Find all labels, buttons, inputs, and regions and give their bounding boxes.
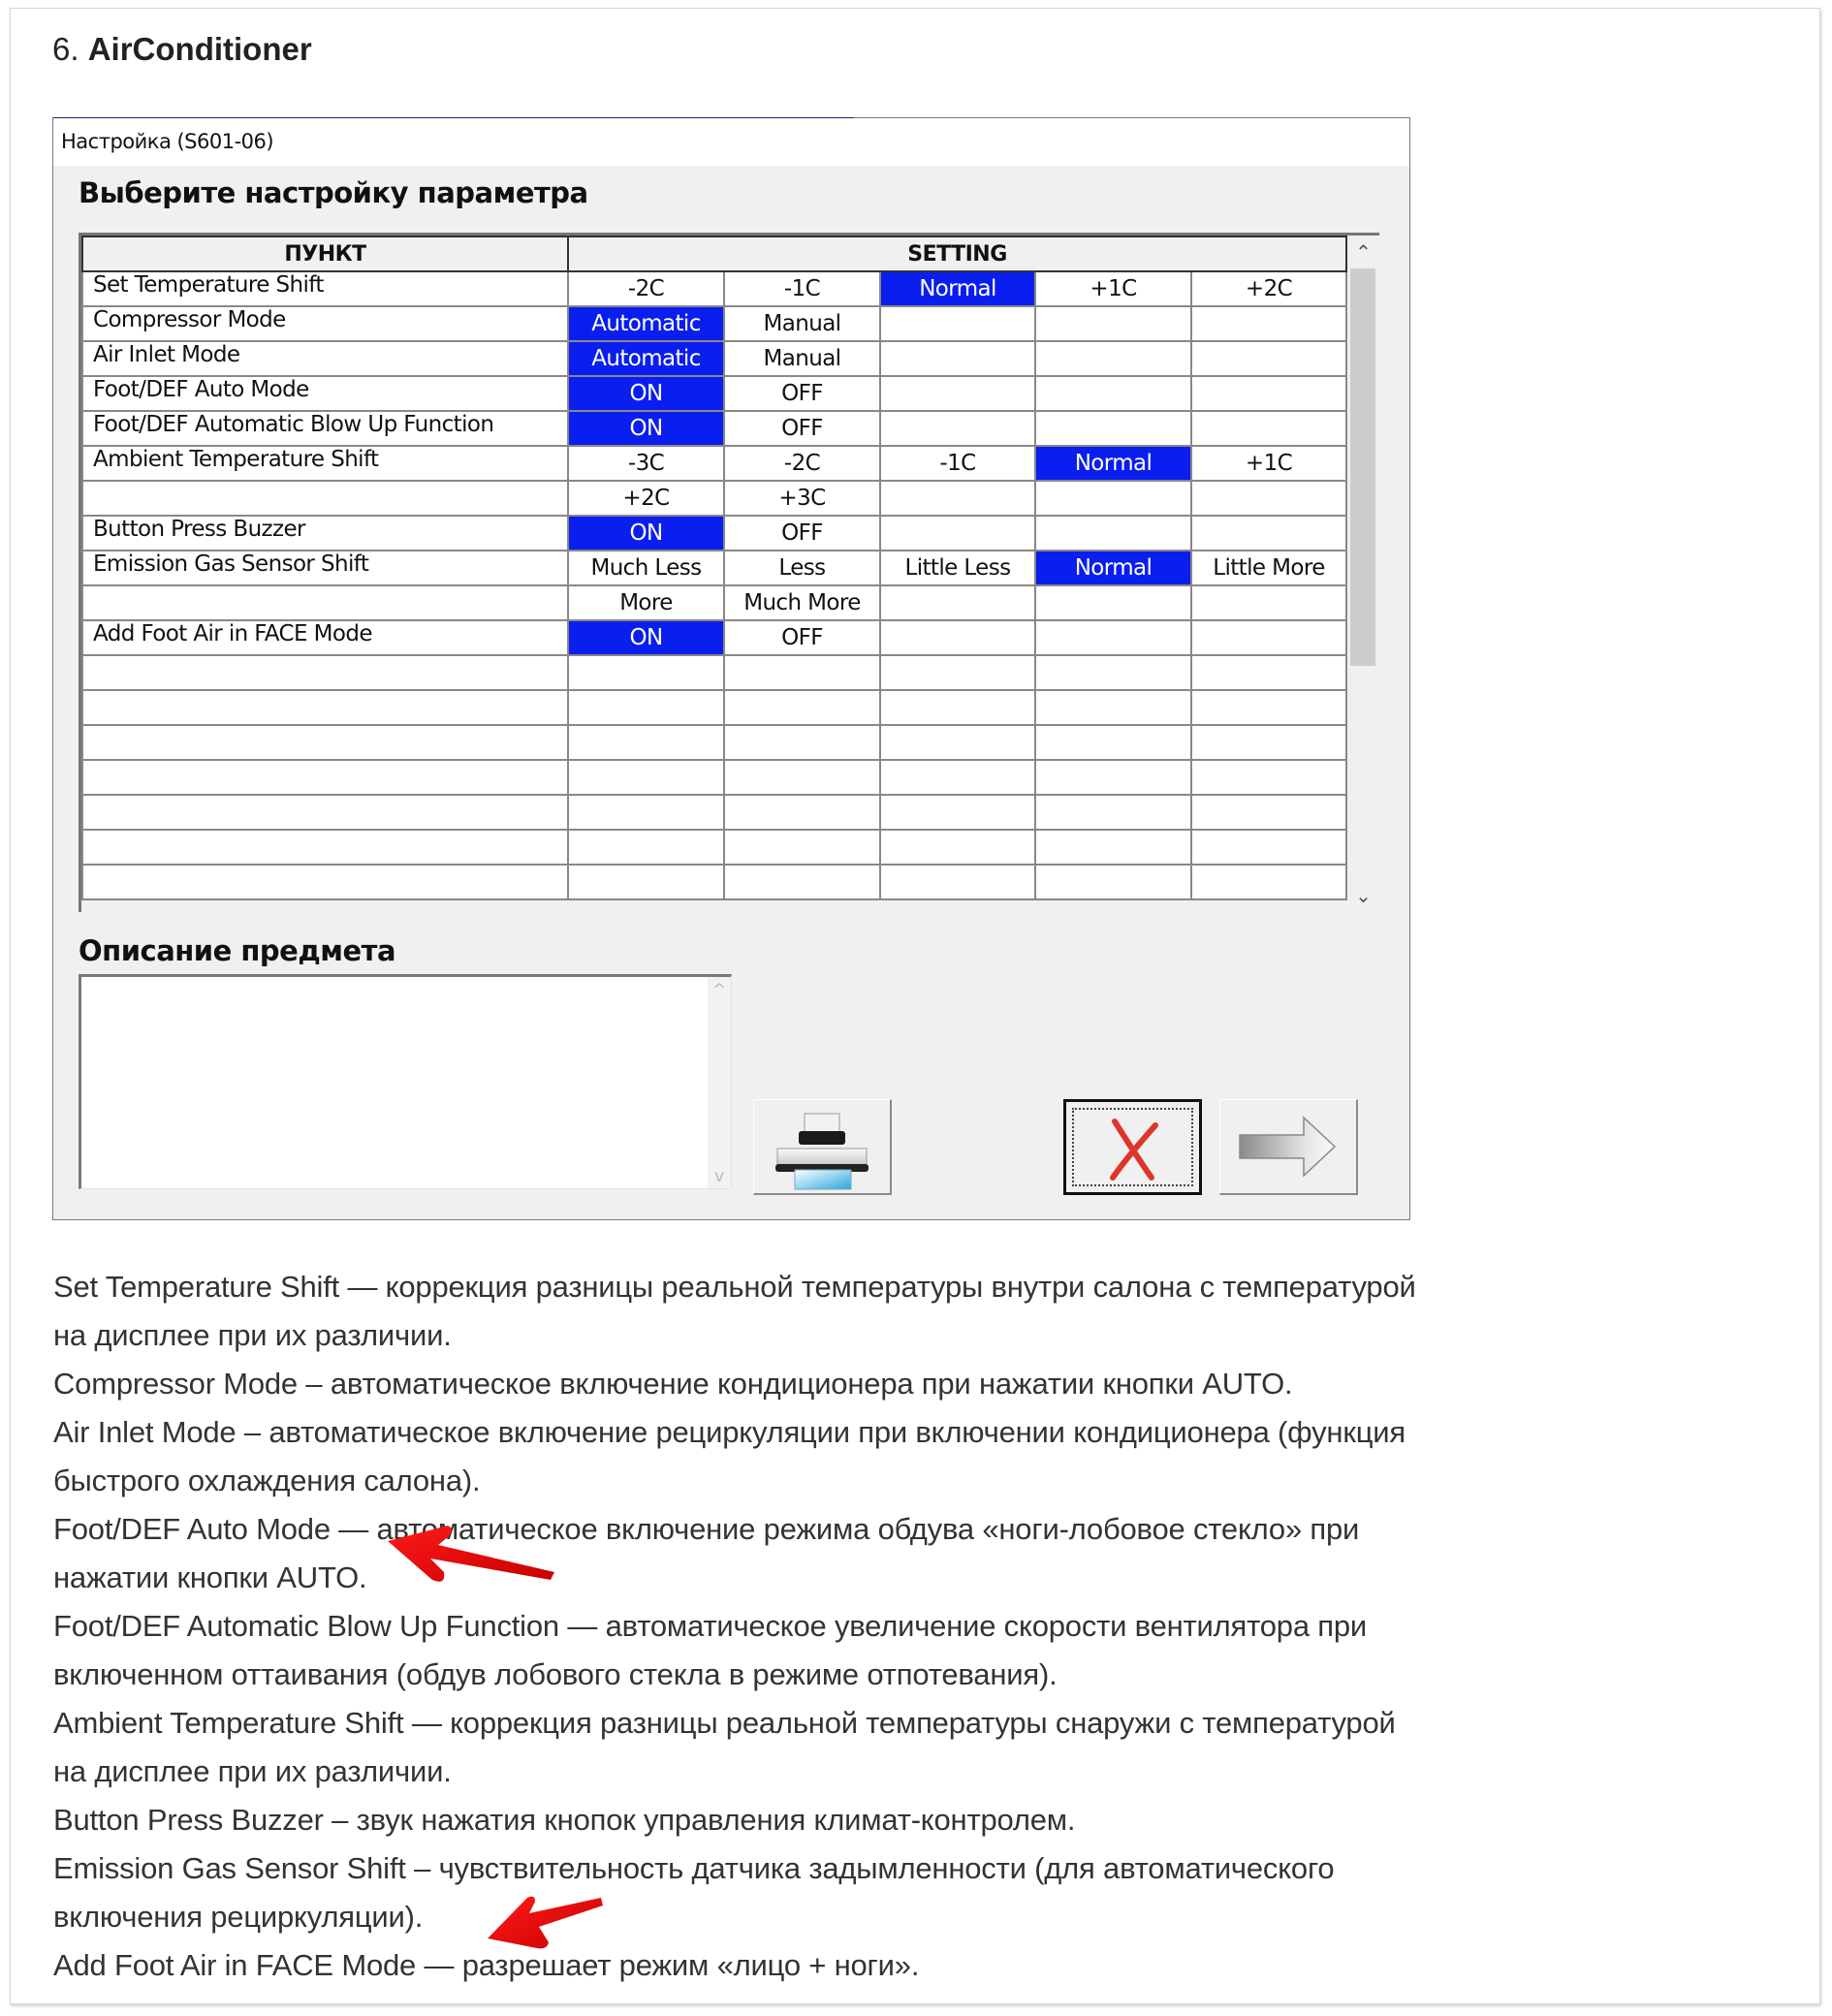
explanation-line: Compressor Mode – автоматическое включение кондиционера при нажатии кнопки AUTO.: [53, 1367, 1293, 1401]
explanation-line: на дисплее при их различии.: [53, 1754, 452, 1788]
setting-option[interactable]: Little More: [1191, 551, 1346, 585]
setting-option[interactable]: Much More: [724, 585, 880, 620]
explanation-line: на дисплее при их различии.: [53, 1318, 452, 1352]
item-name[interactable]: Air Inlet Mode: [82, 341, 568, 376]
item-name[interactable]: Set Temperature Shift: [82, 271, 568, 306]
item-name[interactable]: Button Press Buzzer: [82, 516, 568, 551]
column-header-item: ПУНКТ: [82, 236, 568, 271]
chevron-up-icon[interactable]: ^: [711, 981, 727, 1000]
explanation-line: быстрого охлаждения салона).: [53, 1464, 481, 1497]
explanation-line: Emission Gas Sensor Shift – чувствительность датчика задымленности (для автоматического: [53, 1851, 1335, 1885]
item-name[interactable]: Emission Gas Sensor Shift: [82, 551, 568, 585]
explanation-line: Set Temperature Shift — коррекция разницы реальной температуры внутри салона с температурой: [53, 1270, 1416, 1304]
description-heading: Описание предмета: [79, 934, 396, 967]
setting-option[interactable]: OFF: [724, 411, 880, 446]
column-header-setting: SETTING: [568, 236, 1346, 271]
setting-option[interactable]: Manual: [724, 306, 880, 341]
explanation-line: Add Foot Air in FACE Mode — разрешает режим «лицо + ноги».: [53, 1948, 920, 1982]
explanation-line: Air Inlet Mode – автоматическое включение рециркуляции при включении кондиционера (функция: [53, 1415, 1406, 1449]
setting-option[interactable]: More: [568, 585, 724, 620]
setting-option-selected[interactable]: Normal: [1035, 551, 1191, 585]
explanation-line: Ambient Temperature Shift — коррекция разницы реальной температуры снаружи с температурой: [53, 1706, 1396, 1740]
setting-option[interactable]: +2C: [568, 481, 724, 516]
setting-option-selected[interactable]: ON: [568, 376, 724, 411]
setting-option[interactable]: OFF: [724, 516, 880, 551]
setting-option[interactable]: +3C: [724, 481, 880, 516]
explanation-line: включенном оттаивания (обдув лобового стекла в режиме отпотевания).: [53, 1657, 1058, 1691]
explanation-line: нажатии кнопки AUTO.: [53, 1560, 367, 1594]
setting-option[interactable]: +1C: [1191, 446, 1346, 481]
setting-option[interactable]: Manual: [724, 341, 880, 376]
explanation-line: Foot/DEF Automatic Blow Up Function — автоматическое увеличение скорости вентилятора при: [53, 1609, 1368, 1643]
red-arrow-annotation-icon: [488, 1897, 603, 1949]
setting-option-selected[interactable]: Automatic: [568, 341, 724, 376]
heading-number: 6.: [52, 31, 79, 67]
item-name[interactable]: Compressor Mode: [82, 306, 568, 341]
heading-title: AirConditioner: [87, 31, 312, 67]
setting-option[interactable]: -3C: [568, 446, 724, 481]
setting-option[interactable]: OFF: [724, 376, 880, 411]
explanation-line: Button Press Buzzer – звук нажатия кнопок управления климат-контролем.: [53, 1803, 1076, 1837]
setting-option[interactable]: Less: [724, 551, 880, 585]
setting-option-selected[interactable]: Normal: [1035, 446, 1191, 481]
setting-option[interactable]: -1C: [724, 271, 880, 306]
explanation-line: Foot/DEF Auto Mode — автоматическое включение режима обдува «ноги-лобовое стекло» при: [53, 1512, 1360, 1546]
setting-option[interactable]: -1C: [880, 446, 1035, 481]
window-title: Настройка (S601-06): [61, 130, 274, 153]
setting-option-selected[interactable]: ON: [568, 516, 724, 551]
setting-option[interactable]: -2C: [724, 446, 880, 481]
setting-option[interactable]: OFF: [724, 620, 880, 655]
scroll-down-icon[interactable]: ⌄: [1355, 884, 1372, 907]
red-arrow-annotation-icon: [388, 1526, 554, 1582]
setting-option[interactable]: -2C: [568, 271, 724, 306]
setting-option-selected[interactable]: Normal: [880, 271, 1035, 306]
setting-option[interactable]: Much Less: [568, 551, 724, 585]
setting-option-selected[interactable]: Automatic: [568, 306, 724, 341]
item-name[interactable]: Add Foot Air in FACE Mode: [82, 620, 568, 655]
scroll-up-icon[interactable]: ⌃: [1355, 240, 1372, 264]
select-setting-heading: Выберите настройку параметра: [79, 176, 588, 209]
setting-option[interactable]: +1C: [1035, 271, 1191, 306]
setting-option[interactable]: +2C: [1191, 271, 1346, 306]
setting-option-selected[interactable]: ON: [568, 411, 724, 446]
setting-option[interactable]: Little Less: [880, 551, 1035, 585]
item-name[interactable]: Ambient Temperature Shift: [82, 446, 568, 481]
chevron-down-icon[interactable]: v: [713, 1167, 725, 1186]
item-name[interactable]: Foot/DEF Automatic Blow Up Function: [82, 411, 568, 446]
item-name[interactable]: Foot/DEF Auto Mode: [82, 376, 568, 411]
explanation-line: включения рециркуляции).: [53, 1900, 424, 1934]
setting-option-selected[interactable]: ON: [568, 620, 724, 655]
